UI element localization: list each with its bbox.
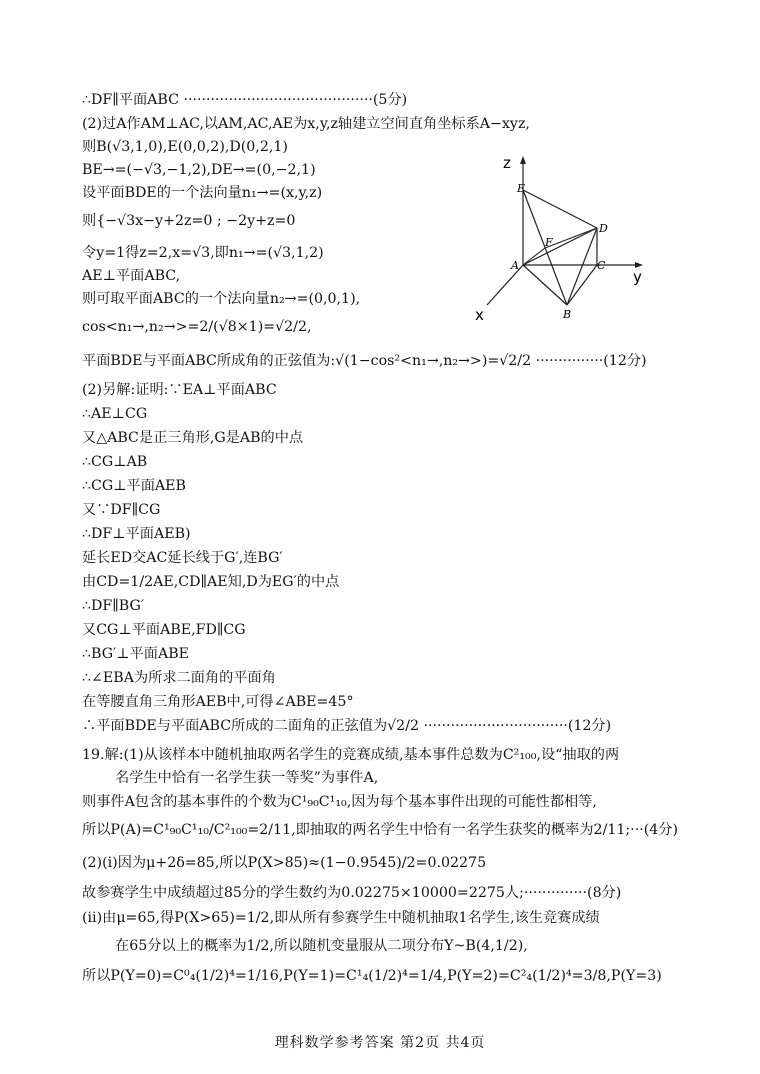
- text-line: (2)(ⅰ)因为μ+2δ=85,所以P(X>85)≈(1−0.9545)/2=0.02275: [82, 855, 487, 871]
- edge-cb: [567, 265, 597, 305]
- text-line: ∴CG⊥AB: [82, 454, 148, 470]
- text-line: 所以P(Y=0)=C⁰₄(1/2)⁴=1/16,P(Y=1)=C¹₄(1/2)⁴=1/4,P(Y=2)=C²₄(1/2)⁴=3/8,P(Y=3): [82, 968, 662, 984]
- text-line: 在65分以上的概率为1/2,所以随机变量服从二项分布Y~B(4,1/2),: [115, 938, 528, 954]
- z-axis-label: z: [503, 154, 511, 172]
- text-line: ∴AE⊥CG: [82, 406, 148, 422]
- text-line: (2)另解:证明:∵EA⊥平面ABC: [82, 382, 277, 398]
- point-d-label: D: [599, 222, 608, 235]
- text-line: cos<n₁→,n₂→>=2/(√8×1)=√2/2,: [82, 319, 312, 335]
- point-b-label: B: [563, 308, 572, 321]
- edge-db: [567, 228, 597, 305]
- text-line: 又∵DF∥CG: [82, 502, 161, 518]
- text-line: 19.解:(1)从该样本中随机抽取两名学生的竞赛成绩,基本事件总数为C²₁₀₀,设“抽取的两: [82, 747, 620, 763]
- text-line: (ⅱ)由μ=65,得P(X>65)=1/2,即从所有参赛学生中随机抽取1名学生,该生竞赛成绩: [82, 910, 600, 926]
- text-line: 平面BDE与平面ABC所成角的正弦值为:√(1−cos²<n₁→,n₂→>)=√2/2 ···············(12分): [82, 353, 647, 369]
- text-line: ∴CG⊥平面AEB: [82, 478, 186, 494]
- edge-ed: [523, 190, 597, 228]
- edge-af: [523, 248, 545, 265]
- text-line: 设平面BDE的一个法向量n₁→=(x,y,z): [82, 185, 323, 201]
- text-line: ∴DF∥BG′: [82, 598, 145, 614]
- text-line: 则可取平面ABC的一个法向量n₂→=(0,0,1),: [82, 291, 361, 307]
- text-line: 在等腰直角三角形AEB中,可得∠ABE=45°: [82, 694, 354, 710]
- text-line: 则{−√3x−y+2z=0 ; −2y+z=0: [82, 213, 296, 229]
- point-e-label: E: [517, 182, 526, 195]
- y-axis-label: y: [633, 268, 642, 286]
- text-line: AE⊥平面ABC,: [82, 268, 181, 284]
- text-line: 又△ABC是正三角形,G是AB的中点: [82, 430, 304, 446]
- text-line: 又CG⊥平面ABE,FD∥CG: [82, 622, 246, 638]
- text-line: ∴DF∥平面ABC ··········································(5分): [82, 92, 408, 108]
- text-line: 则B(√3,1,0),E(0,0,2),D(0,2,1): [82, 139, 288, 155]
- edge-fd: [545, 228, 597, 248]
- text-line: 名学生中恰有一名学生获一等奖”为事件A,: [115, 770, 379, 786]
- text-line: 则事件A包含的基本事件的个数为C¹₉₀C¹₁₀,因为每个基本事件出现的可能性都相等,: [82, 794, 597, 810]
- text-line: 延长ED交AC延长线于G′,连BG′: [82, 550, 283, 566]
- text-line: BE→=(−√3,−1,2),DE→=(0,−2,1): [82, 162, 316, 178]
- text-line: 所以P(A)=C¹₉₀C¹₁₀/C²₁₀₀=2/11,即抽取的两名学生中恰有一名学生获奖的概率为2/11;···(4分): [82, 822, 678, 838]
- point-f-label: F: [545, 236, 553, 249]
- z-axis-arrow: [520, 156, 526, 164]
- text-line: ∴平面BDE与平面ABC所成的二面角的正弦值为√2/2 ································(12分): [82, 718, 612, 734]
- edge-ab: [523, 265, 567, 305]
- text-line: ∴DF⊥平面AEB): [82, 526, 191, 542]
- x-axis-label: x: [475, 306, 484, 324]
- point-c-label: C: [597, 259, 606, 272]
- text-line: (2)过A作AM⊥AC,以AM,AC,AE为x,y,z轴建立空间直角坐标系A−xyz,: [82, 116, 530, 132]
- text-line: 故参赛学生中成绩超过85分的学生数约为0.02275×10000=2275人;··············(8分): [82, 885, 622, 901]
- text-line: ∴BG′⊥平面ABE: [82, 646, 190, 662]
- geometry-figure: [455, 150, 665, 325]
- text-line: 由CD=1/2AE,CD∥AE知,D为EG′的中点: [82, 574, 340, 590]
- text-line: ∴∠EBA为所求二面角的平面角: [82, 670, 276, 686]
- edge-ad: [523, 228, 597, 265]
- point-a-label: A: [511, 259, 519, 272]
- text-line: 令y=1得z=2,x=√3,即n₁→=(√3,1,2): [82, 245, 324, 261]
- page-footer: 理科数学参考答案 第2页 共4页: [274, 1035, 486, 1051]
